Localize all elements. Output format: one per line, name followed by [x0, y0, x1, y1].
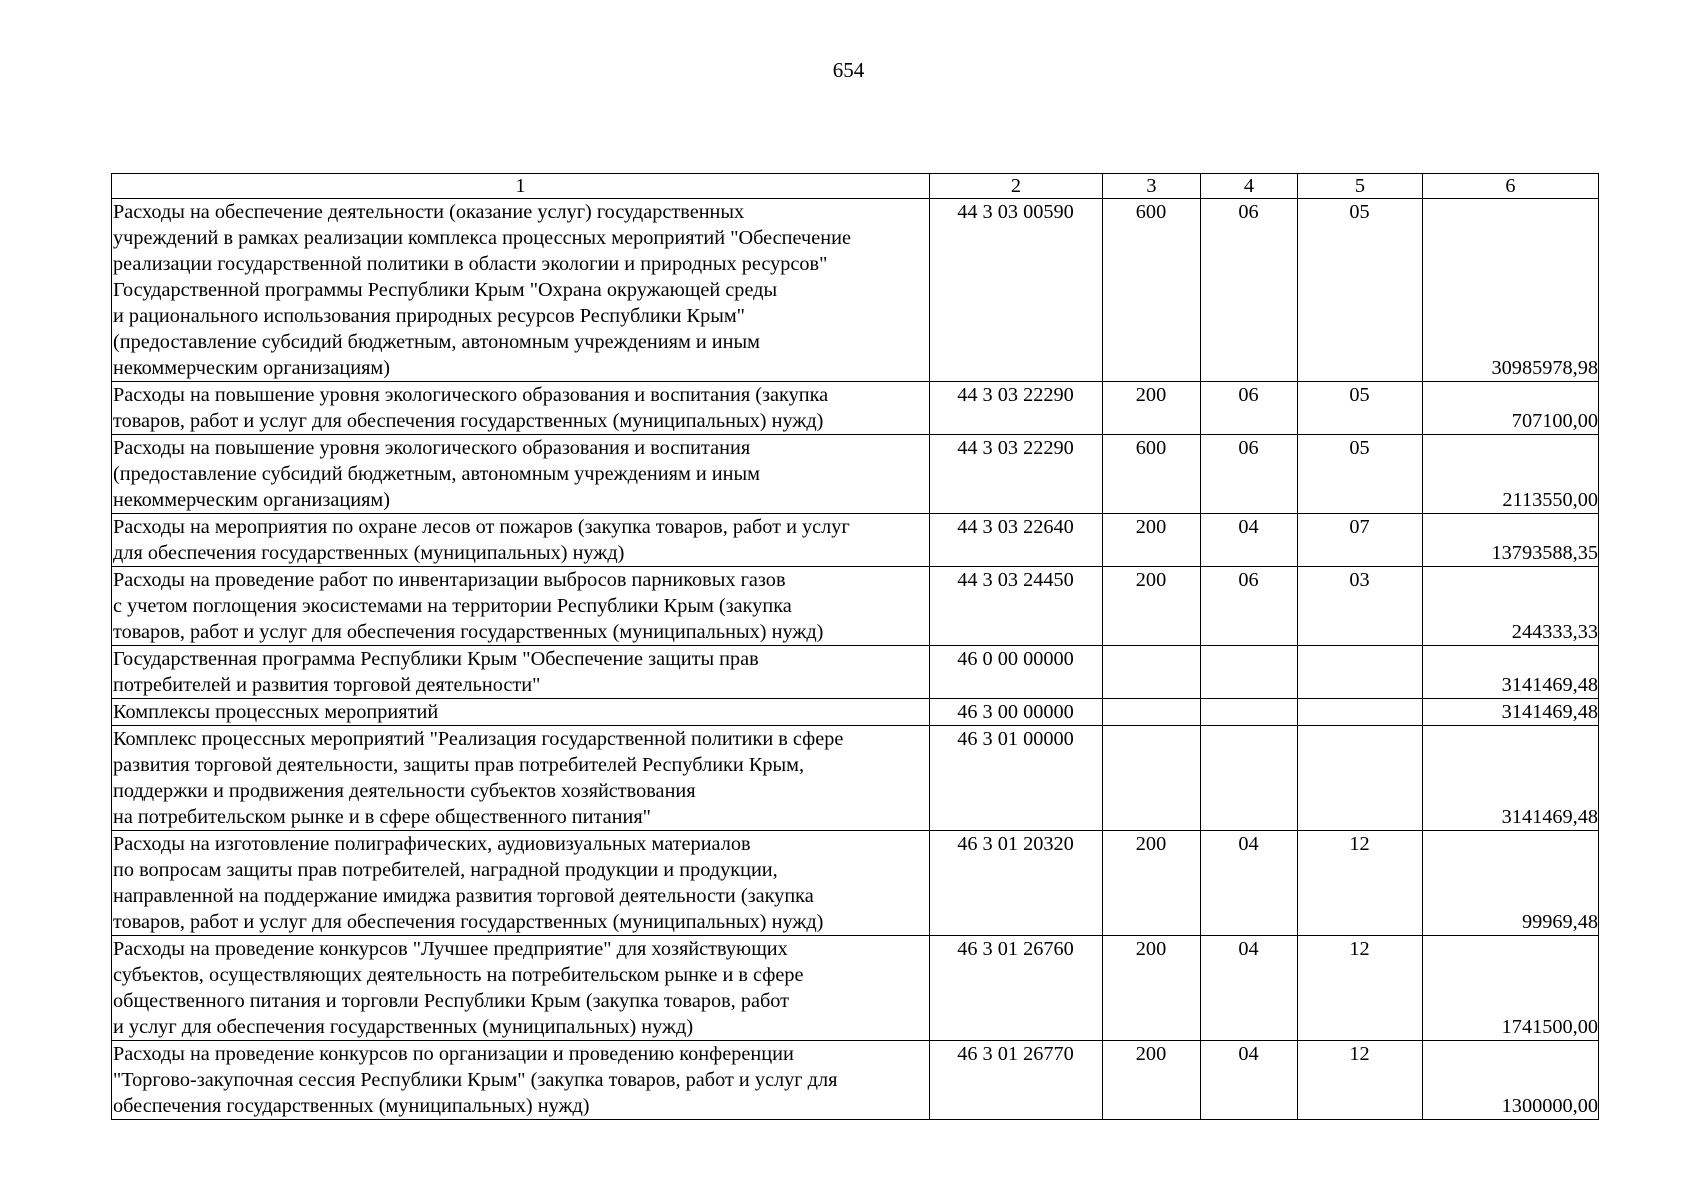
target-article-code: 46 0 00 00000	[930, 646, 1103, 699]
subsection-code: 12	[1298, 1041, 1423, 1120]
row-description: Расходы на обеспечение деятельности (оказание услуг) государственных учреждений в рамках реализации комплекса процессных мероприятий "Обеспечение реализации государственной политики в области экологии и природных ресурсов" Государственной программы Республики Крым "Охрана окружающей среды и рационального использования природных ресурсов Республики Крым" (предоставление субсидий бюджетным, автономным учреждениям и иным некоммерческим организациям)	[112, 199, 930, 382]
section-code: 06	[1201, 567, 1298, 646]
subsection-code: 12	[1298, 831, 1423, 936]
target-article-code: 44 3 03 22290	[930, 435, 1103, 514]
subsection-code: 05	[1298, 382, 1423, 435]
row-description: Расходы на проведение работ по инвентаризации выбросов парниковых газов с учетом поглощения экосистемами на территории Республики Крым (закупка товаров, работ и услуг для обеспечения государственных (муниципальных) нужд)	[112, 567, 930, 646]
section-code	[1201, 699, 1298, 726]
expense-type-code	[1103, 646, 1201, 699]
section-code: 04	[1201, 514, 1298, 567]
target-article-code: 46 3 01 26760	[930, 936, 1103, 1041]
section-code: 06	[1201, 382, 1298, 435]
table-row	[112, 382, 1599, 435]
table-row	[112, 567, 1599, 646]
expense-type-code: 600	[1103, 199, 1201, 382]
amount-value: 2113550,00	[1423, 435, 1599, 514]
target-article-code: 46 3 00 00000	[930, 699, 1103, 726]
target-article-code: 44 3 03 24450	[930, 567, 1103, 646]
section-code: 04	[1201, 831, 1298, 936]
column-header-6: 6	[1423, 174, 1599, 199]
row-description: Расходы на мероприятия по охране лесов от пожаров (закупка товаров, работ и услуг для обеспечения государственных (муниципальных) нужд)	[112, 514, 930, 567]
expense-type-code	[1103, 699, 1201, 726]
section-code	[1201, 726, 1298, 831]
table-row	[112, 646, 1599, 699]
amount-value: 1300000,00	[1423, 1041, 1599, 1120]
amount-value: 3141469,48	[1423, 699, 1599, 726]
subsection-code: 05	[1298, 199, 1423, 382]
table-row	[112, 1041, 1599, 1120]
amount-value: 1741500,00	[1423, 936, 1599, 1041]
row-description: Расходы на повышение уровня экологического образования и воспитания (предоставление субсидий бюджетным, автономным учреждениям и иным некоммерческим организациям)	[112, 435, 930, 514]
row-description: Государственная программа Республики Крым "Обеспечение защиты прав потребителей и развития торговой деятельности"	[112, 646, 930, 699]
subsection-code: 12	[1298, 936, 1423, 1041]
row-description: Расходы на изготовление полиграфических, аудиовизуальных материалов по вопросам защиты прав потребителей, наградной продукции и продукции, направленной на поддержание имиджа развития торговой деятельности (закупка товаров, работ и услуг для обеспечения государственных (муниципальных) нужд)	[112, 831, 930, 936]
amount-value: 30985978,98	[1423, 199, 1599, 382]
section-code: 06	[1201, 199, 1298, 382]
amount-value: 707100,00	[1423, 382, 1599, 435]
section-code: 06	[1201, 435, 1298, 514]
column-header-3: 3	[1103, 174, 1201, 199]
section-code: 04	[1201, 936, 1298, 1041]
amount-value: 3141469,48	[1423, 726, 1599, 831]
target-article-code: 44 3 03 00590	[930, 199, 1103, 382]
amount-value: 13793588,35	[1423, 514, 1599, 567]
budget-table	[111, 173, 1599, 1120]
expense-type-code: 200	[1103, 514, 1201, 567]
expense-type-code: 600	[1103, 435, 1201, 514]
expense-type-code: 200	[1103, 382, 1201, 435]
column-header-4: 4	[1201, 174, 1298, 199]
amount-value: 3141469,48	[1423, 646, 1599, 699]
subsection-code	[1298, 726, 1423, 831]
column-header-1: 1	[112, 174, 930, 199]
row-description: Комплексы процессных мероприятий	[112, 699, 930, 726]
subsection-code: 07	[1298, 514, 1423, 567]
expense-type-code: 200	[1103, 567, 1201, 646]
table-row	[112, 936, 1599, 1041]
column-header-2: 2	[930, 174, 1103, 199]
table-row	[112, 831, 1599, 936]
row-description: Расходы на повышение уровня экологического образования и воспитания (закупка товаров, работ и услуг для обеспечения государственных (муниципальных) нужд)	[112, 382, 930, 435]
expense-type-code	[1103, 726, 1201, 831]
expense-type-code: 200	[1103, 936, 1201, 1041]
target-article-code: 44 3 03 22290	[930, 382, 1103, 435]
table-row	[112, 699, 1599, 726]
target-article-code: 46 3 01 00000	[930, 726, 1103, 831]
section-code	[1201, 646, 1298, 699]
target-article-code: 46 3 01 20320	[930, 831, 1103, 936]
table-row	[112, 199, 1599, 382]
amount-value: 99969,48	[1423, 831, 1599, 936]
table-row	[112, 726, 1599, 831]
table-row	[112, 514, 1599, 567]
page-number: 654	[832, 58, 865, 82]
subsection-code: 05	[1298, 435, 1423, 514]
subsection-code: 03	[1298, 567, 1423, 646]
row-description: Расходы на проведение конкурсов "Лучшее предприятие" для хозяйствующих субъектов, осуществляющих деятельность на потребительском рынке и в сфере общественного питания и торговли Республики Крым (закупка товаров, работ и услуг для обеспечения государственных (муниципальных) нужд)	[112, 936, 930, 1041]
target-article-code: 46 3 01 26770	[930, 1041, 1103, 1120]
expense-type-code: 200	[1103, 831, 1201, 936]
target-article-code: 44 3 03 22640	[930, 514, 1103, 567]
subsection-code	[1298, 646, 1423, 699]
column-header-5: 5	[1298, 174, 1423, 199]
expense-type-code: 200	[1103, 1041, 1201, 1120]
section-code: 04	[1201, 1041, 1298, 1120]
amount-value: 244333,33	[1423, 567, 1599, 646]
header-row	[112, 174, 1599, 199]
row-description: Комплекс процессных мероприятий "Реализация государственной политики в сфере развития торговой деятельности, защиты прав потребителей Республики Крым, поддержки и продвижения деятельности субъектов хозяйствования на потребительском рынке и в сфере общественного питания"	[112, 726, 930, 831]
row-description: Расходы на проведение конкурсов по организации и проведению конференции "Торгово-закупочная сессия Республики Крым" (закупка товаров, работ и услуг для обеспечения государственных (муниципальных) нужд)	[112, 1041, 930, 1120]
subsection-code	[1298, 699, 1423, 726]
table-row	[112, 435, 1599, 514]
